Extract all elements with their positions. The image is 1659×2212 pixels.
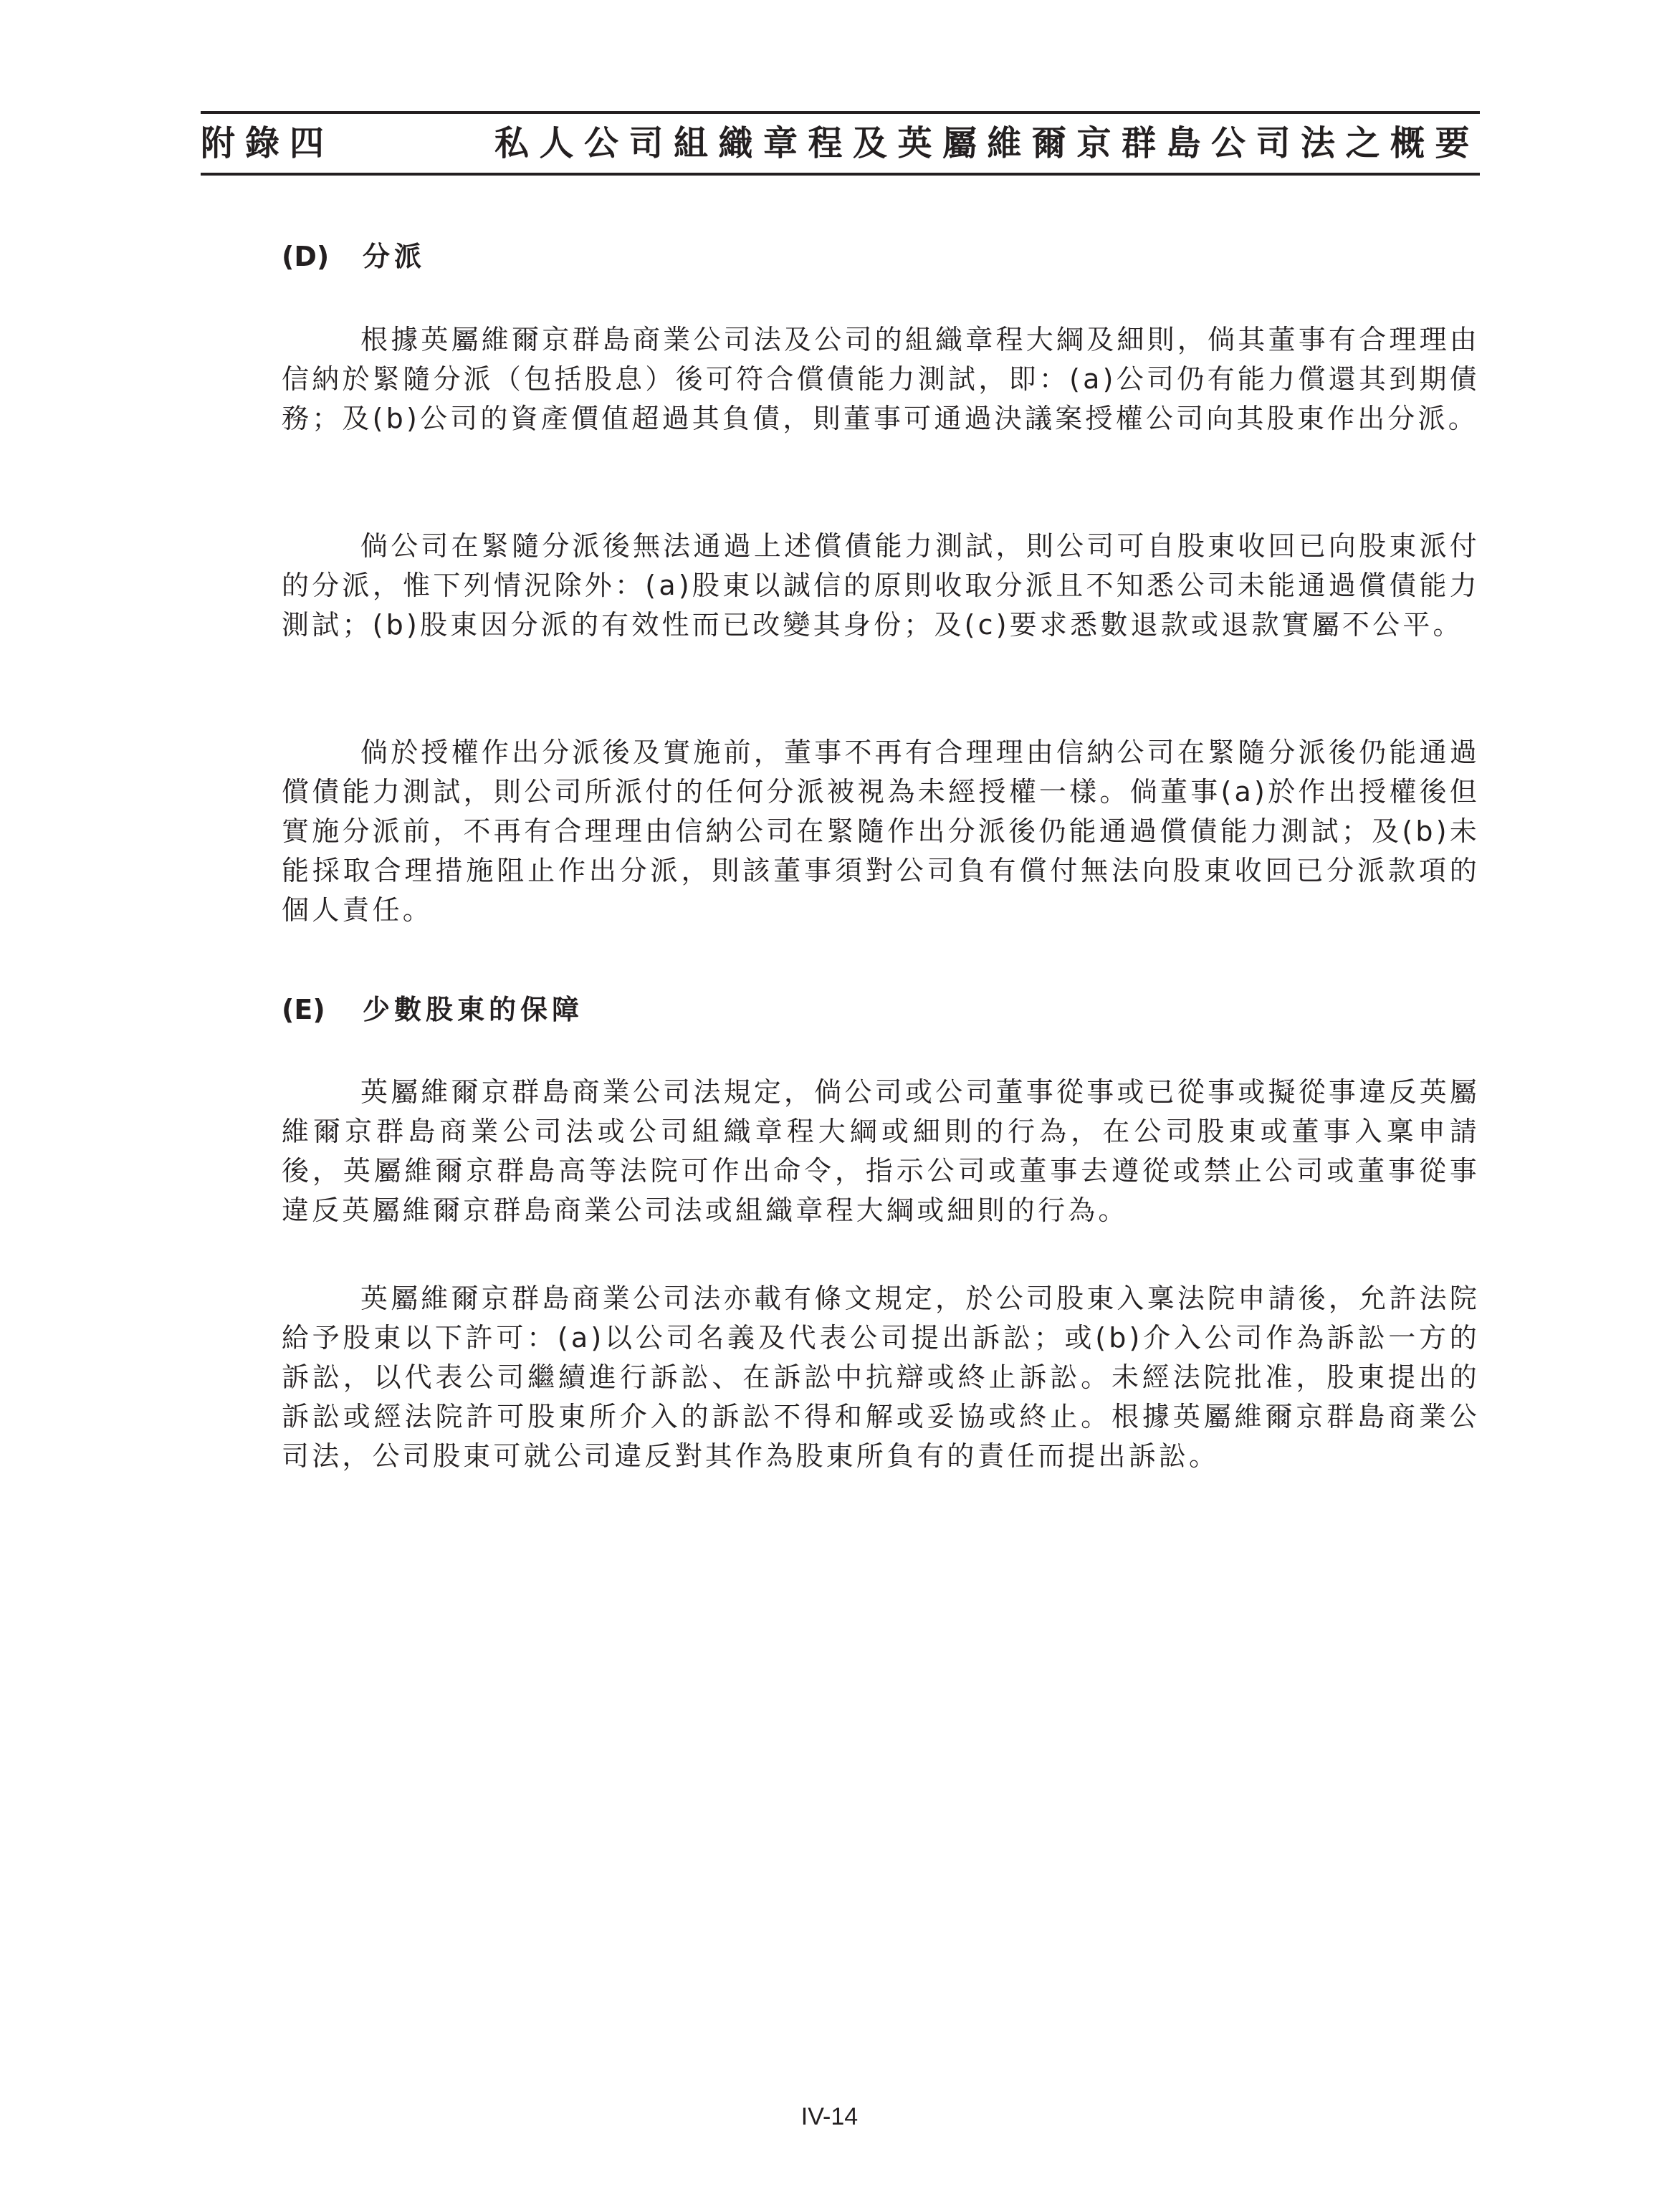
section-number: (E) [282,994,325,1025]
header-top-rule [201,111,1480,114]
header-bottom-rule [201,173,1480,176]
section-heading-d [282,239,426,274]
paragraph: 倘於授權作出分派後及實施前，董事不再有合理理由信納公司在緊隨分派後仍能通過償債能力測試，則公司所派付的任何分派被視為未經授權一樣。倘董事(a)於作出授權後但實施分派前，不再有合理理由信納公司在緊隨作出分派後仍能通過償債能力測試；及(b)未能採取合理措施阻止作出分派，則該董事須對公司負有償付無法向股東收回已分派款項的個人責任。 [282,737,1480,926]
section-heading-e [282,992,583,1028]
section-title: 分派 [363,241,426,272]
page-number: IV-14 [800,2103,859,2130]
paragraph: 英屬維爾京群島商業公司法規定，倘公司或公司董事從事或已從事或擬從事違反英屬維爾京群島商業公司法或公司組織章程大綱或細則的行為，在公司股東或董事入稟申請後，英屬維爾京群島高等法院可作出命令，指示公司或董事去遵從或禁止公司或董事從事違反英屬維爾京群島商業公司法或組織章程大綱或細則的行為。 [282,1076,1480,1226]
appendix-title: 私人公司組織章程及英屬維爾京群島公司法之概要 [494,123,1480,163]
section-number: (D) [282,241,330,272]
paragraph: 倘公司在緊隨分派後無法通過上述償債能力測試，則公司可自股東收回已向股東派付的分派，惟下列情況除外：(a)股東以誠信的原則收取分派且不知悉公司未能通過償債能力測試；(b)股東因分派的有效性而已改變其身份；及(c)要求悉數退款或退款實屬不公平。 [282,530,1480,641]
page-header [201,111,1480,177]
appendix-label: 附錄四 [201,123,335,163]
paragraph: 根據英屬維爾京群島商業公司法及公司的組織章程大綱及細則，倘其董事有合理理由信納於緊隨分派（包括股息）後可符合償債能力測試，即：(a)公司仍有能力償還其到期債務；及(b)公司的資產價值超過其負債，則董事可通過決議案授權公司向其股東作出分派。 [282,324,1480,434]
paragraph: 英屬維爾京群島商業公司法亦載有條文規定，於公司股東入稟法院申請後，允許法院給予股東以下許可：(a)以公司名義及代表公司提出訴訟；或(b)介入公司作為訴訟一方的訴訟，以代表公司繼續進行訴訟、在訴訟中抗辯或終止訴訟。未經法院批准，股東提出的訴訟或經法院許可股東所介入的訴訟不得和解或妥協或終止。根據英屬維爾京群島商業公司法，公司股東可就公司違反對其作為股東所負有的責任而提出訴訟。 [282,1283,1480,1472]
section-title: 少數股東的保障 [363,994,584,1025]
